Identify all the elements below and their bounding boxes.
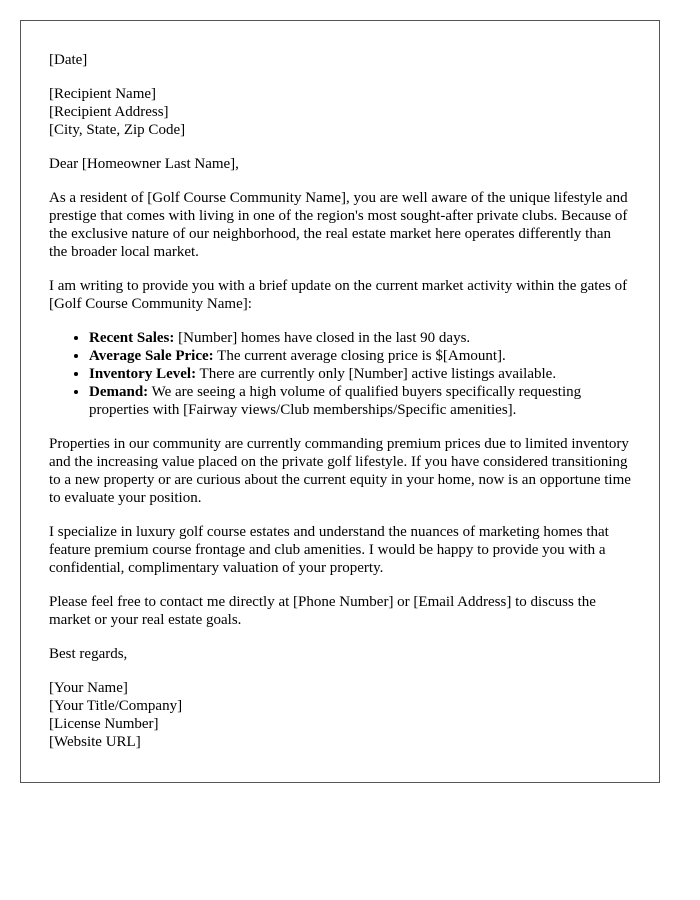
signature-name: [Your Name] <box>49 680 128 696</box>
body-paragraph-specialization: I specialize in luxury golf course estates and understand the nuances of marketing homes that feature premium course frontage and club amenities. I would be happy to provide you with a confidential, complimentary valuation of your property. <box>49 524 609 576</box>
letter-date: [Date] <box>49 52 88 68</box>
list-item <box>89 347 631 365</box>
recipient-address: [Recipient Address] <box>49 104 169 120</box>
bullet-text-demand: We are seeing a high volume of qualified buyers specifically requesting properties with [Fairway views/Club memberships/Specific amenities]. <box>89 384 582 418</box>
list-item <box>89 383 631 419</box>
bullet-label-inventory-level: Inventory Level: <box>89 366 197 382</box>
recipient-block <box>49 85 631 139</box>
date-block <box>49 51 631 69</box>
bullet-text-average-sale-price: The current average closing price is $[Amount]. <box>213 348 506 364</box>
signature-block <box>49 679 631 751</box>
closing: Best regards, <box>49 646 128 662</box>
body-paragraph-premium-prices: Properties in our community are currently commanding premium prices due to limited inventory and the increasing value placed on the private golf lifestyle. If you have considered transitioning to a new property or are curious about the current equity in your home, now is an opportune time to evaluate your position. <box>49 436 631 506</box>
list-item <box>89 365 631 383</box>
bullet-label-average-sale-price: Average Sale Price: <box>89 348 214 364</box>
signature-title: [Your Title/Company] <box>49 698 183 714</box>
bullet-label-demand: Demand: <box>89 384 149 400</box>
recipient-name: [Recipient Name] <box>49 86 157 102</box>
recipient-city-state-zip: [City, State, Zip Code] <box>49 122 186 138</box>
market-update-list <box>49 329 631 419</box>
signature-license: [License Number] <box>49 716 159 732</box>
bullet-label-recent-sales: Recent Sales: <box>89 330 175 346</box>
body-paragraph-contact: Please feel free to contact me directly at [Phone Number] or [Email Address] to discuss the market or your real estate goals. <box>49 594 596 628</box>
bullet-text-inventory-level: There are currently only [Number] active listings available. <box>196 366 557 382</box>
update-lead-paragraph: I am writing to provide you with a brief update on the current market activity within the gates of [Golf Course Community Name]: <box>49 278 628 312</box>
list-item <box>89 329 631 347</box>
signature-website: [Website URL] <box>49 734 141 750</box>
letter-container <box>20 20 660 783</box>
salutation: Dear [Homeowner Last Name], <box>49 156 239 172</box>
bullet-text-recent-sales: [Number] homes have closed in the last 90 days. <box>174 330 471 346</box>
intro-paragraph: As a resident of [Golf Course Community Name], you are well aware of the unique lifestyle and prestige that comes with living in one of the region's most sought-after private clubs. Because of the exclusive nature of our neighborhood, the real estate market here operates differently than the broader local market. <box>49 190 628 260</box>
